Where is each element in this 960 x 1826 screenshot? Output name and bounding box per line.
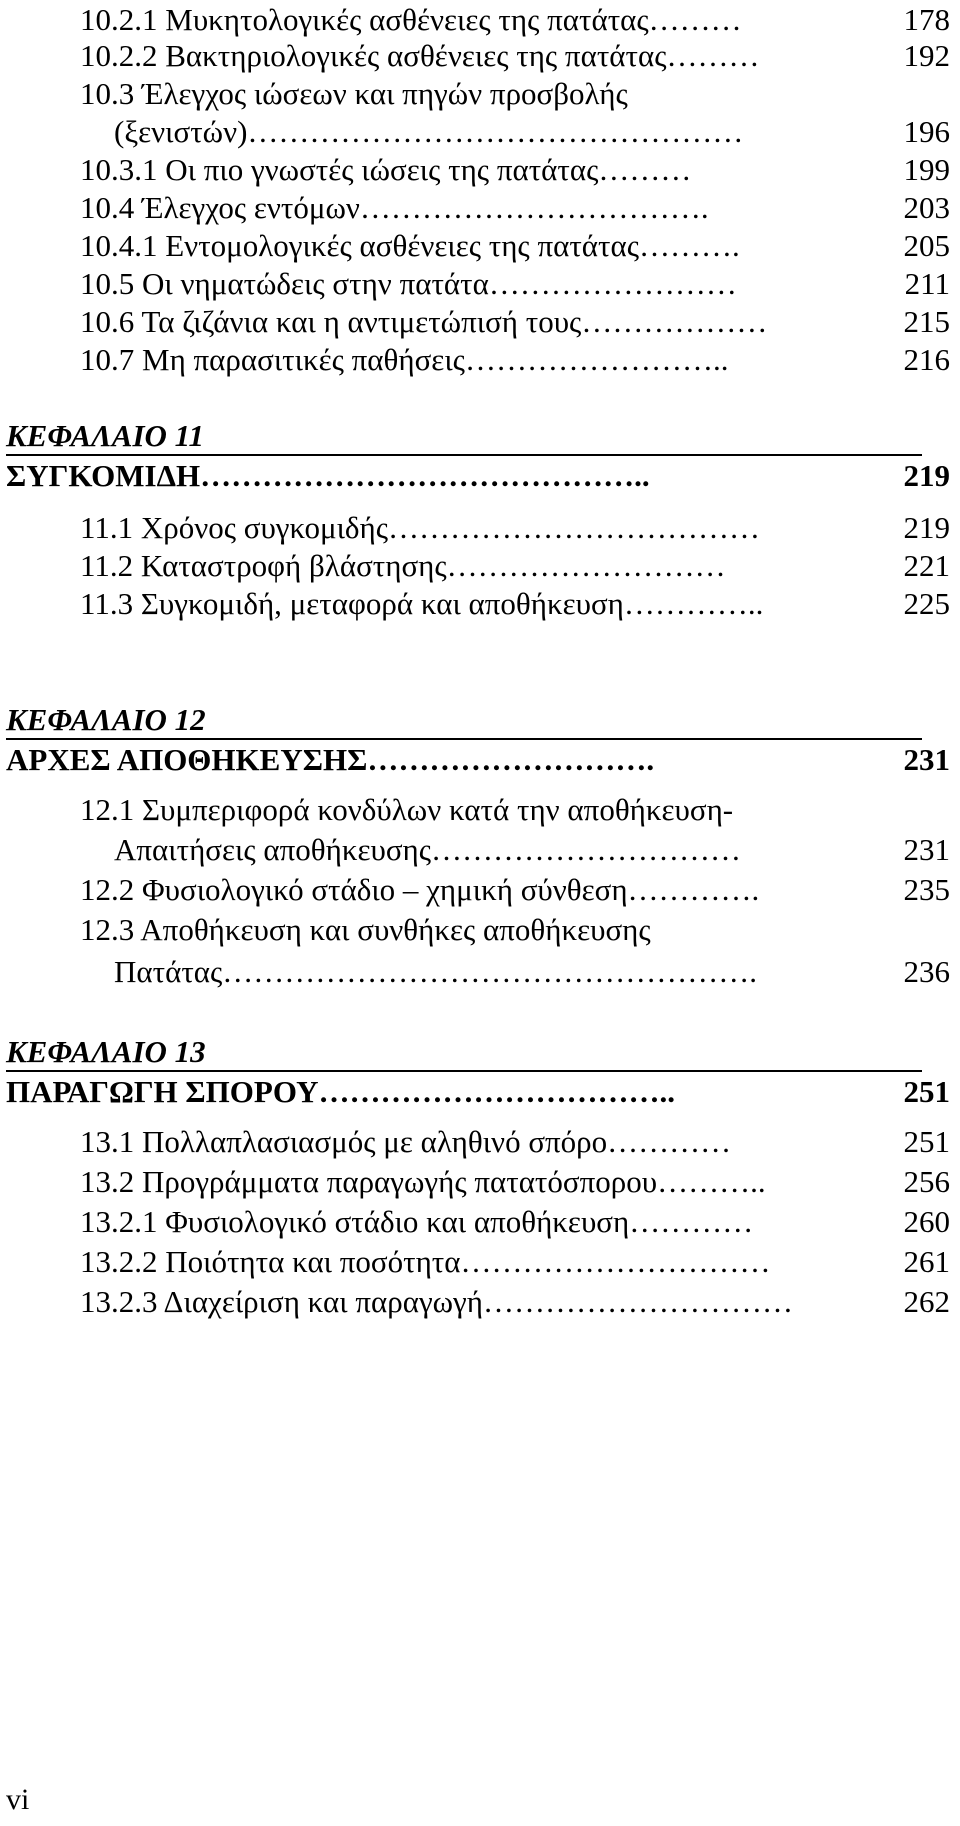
toc-entry-10-5: 10.5 Οι νηματώδεις στην πατάτα……………………: [80, 266, 737, 301]
chapter-divider: [6, 1070, 922, 1072]
chapter-label: ΚΕΦΑΛΑΙΟ 11: [6, 418, 204, 453]
toc-page-12-2: 235: [903, 872, 950, 907]
toc-entry-10-4-1: 10.4.1 Εντομολογικές ασθένειες της πατάτας……….: [80, 228, 740, 263]
toc-page-10-4: 203: [903, 190, 950, 225]
toc-page-13-2-1: 260: [903, 1204, 950, 1239]
chapter-title: ΣΥΓΚΟΜΙΔΗ……………………………………..: [6, 458, 650, 493]
toc-page-10-3-1: 199: [903, 152, 950, 187]
toc-entry-10-3-cont: (ξενιστών)…………………………………………: [114, 114, 744, 149]
toc-entry-13-2-1: 13.2.1 Φυσιολογικό στάδιο και αποθήκευση…………: [80, 1204, 754, 1239]
toc-page-12-1: 231: [903, 832, 950, 867]
toc-entry-10-6: 10.6 Τα ζιζάνια και η αντιμετώπισή τους………………: [80, 304, 768, 339]
toc-entry-10-4: 10.4 Έλεγχος εντόμων…………………………….: [80, 190, 709, 225]
toc-page-10-6: 215: [903, 304, 950, 339]
toc-page-10-4-1: 205: [903, 228, 950, 263]
toc-page-10-5: 211: [904, 266, 950, 301]
toc-page-13-2: 256: [903, 1164, 950, 1199]
toc-entry-11-3: 11.3 Συγκομιδή, μεταφορά και αποθήκευση…………..: [80, 586, 764, 621]
toc-page-12-3: 236: [903, 954, 950, 989]
chapter-title: ΑΡΧΕΣ ΑΠΟΘΗΚΕΥΣΗΣ……………………….: [6, 742, 655, 777]
toc-entry-12-1: 12.1 Συμπεριφορά κονδύλων κατά την αποθήκευση-: [80, 792, 734, 827]
toc-page-10-7: 216: [903, 342, 950, 377]
chapter-page: 231: [903, 742, 950, 777]
toc-entry-13-2-2: 13.2.2 Ποιότητα και ποσότητα…………………………: [80, 1244, 771, 1279]
toc-entry-13-1: 13.1 Πολλαπλασιασμός με αληθινό σπόρο…………: [80, 1124, 732, 1159]
toc-page-10-3: 196: [903, 114, 950, 149]
toc-page-11-2: 221: [903, 548, 950, 583]
toc-entry-10-2-1: 10.2.1 Μυκητολογικές ασθένειες της πατάτας………: [80, 2, 742, 37]
chapter-label: ΚΕΦΑΛΑΙΟ 12: [6, 702, 206, 737]
toc-page-13-2-3: 262: [903, 1284, 950, 1319]
chapter-page: 219: [903, 458, 950, 493]
toc-entry-12-1-cont: Απαιτήσεις αποθήκευσης…………………………: [114, 832, 742, 867]
toc-entry-12-2: 12.2 Φυσιολογικό στάδιο – χημική σύνθεση………….: [80, 872, 760, 907]
toc-entry-13-2: 13.2 Προγράμματα παραγωγής πατατόσπορου………..: [80, 1164, 766, 1199]
footer-page-number: vi: [6, 1783, 30, 1816]
chapter-divider: [6, 454, 922, 456]
chapter-divider: [6, 738, 922, 740]
toc-page-11-1: 219: [903, 510, 950, 545]
toc-entry-12-3-cont: Πατάτας…………………………………………….: [114, 954, 758, 989]
chapter-label: ΚΕΦΑΛΑΙΟ 13: [6, 1034, 206, 1069]
toc-entry-11-2: 11.2 Καταστροφή βλάστησης………………………: [80, 548, 726, 583]
toc-page-10-2-1: 178: [903, 2, 950, 37]
toc-entry-12-3: 12.3 Αποθήκευση και συνθήκες αποθήκευσης: [80, 912, 651, 947]
chapter-page: 251: [903, 1074, 950, 1109]
toc-page-11-3: 225: [903, 586, 950, 621]
toc-entry-10-3-1: 10.3.1 Οι πιο γνωστές ιώσεις της πατάτας………: [80, 152, 692, 187]
toc-entry-13-2-3: 13.2.3 Διαχείριση και παραγωγή…………………………: [80, 1284, 793, 1319]
toc-page-13-2-2: 261: [903, 1244, 950, 1279]
toc-entry-10-3: 10.3 Έλεγχος ιώσεων και πηγών προσβολής: [80, 76, 628, 111]
toc-entry-11-1: 11.1 Χρόνος συγκομιδής………………………………: [80, 510, 761, 545]
chapter-title: ΠΑΡΑΓΩΓΗ ΣΠΟΡΟΥ……………………………..: [6, 1074, 676, 1109]
toc-page-10-2-2: 192: [903, 38, 950, 73]
toc-page-13-1: 251: [903, 1124, 950, 1159]
toc-entry-10-7: 10.7 Μη παρασιτικές παθήσεις……………………..: [80, 342, 729, 377]
toc-entry-10-2-2: 10.2.2 Βακτηριολογικές ασθένειες της πατάτας………: [80, 38, 760, 73]
